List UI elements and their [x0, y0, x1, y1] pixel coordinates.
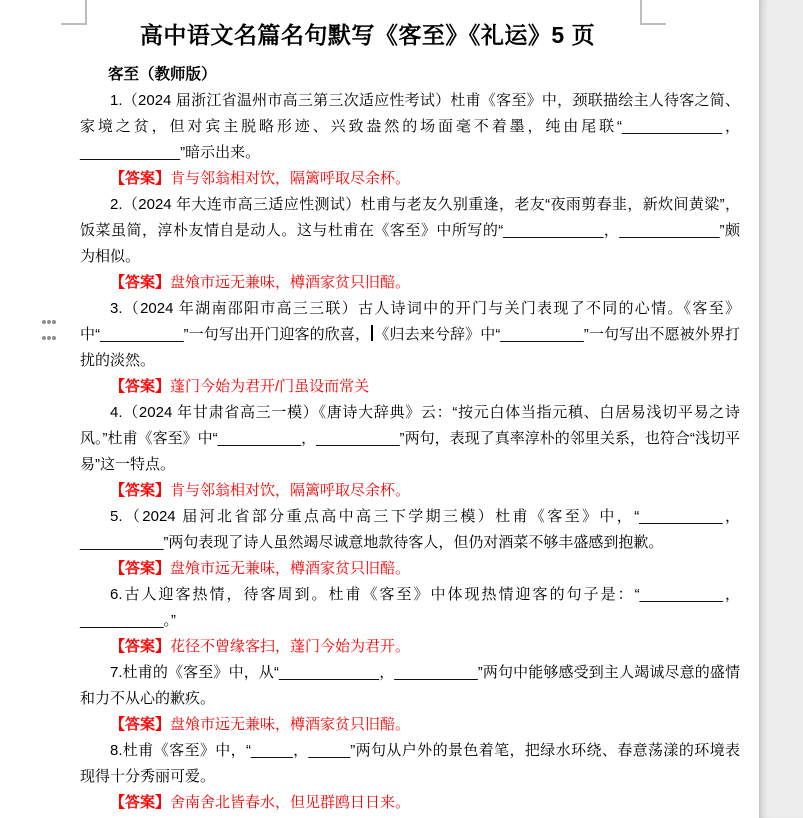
answer-2[interactable]: [80, 270, 740, 296]
section-heading[interactable]: 客至（教师版）: [108, 66, 217, 83]
answer-4[interactable]: [80, 478, 740, 504]
answer-7[interactable]: [80, 712, 740, 738]
paragraph-drag-handle-icon[interactable]: [42, 320, 56, 340]
answer-text: 花径不曾缘客扫，蓬门今始为君开。: [170, 638, 411, 655]
answer-text: 盘飧市远无兼味，樽酒家贫只旧醅。: [170, 560, 411, 577]
document-page: [80, 0, 740, 816]
answer-text: 盘飧市远无兼味，樽酒家贫只旧醅。: [170, 716, 411, 733]
answer-label: 【答案】: [110, 794, 171, 811]
editor-canvas-background: [759, 0, 803, 818]
answer-8[interactable]: [80, 790, 740, 816]
question-1[interactable]: 1.（2024 届浙江省温州市高三第三次适应性考试）杜甫《客至》中，颈联描绘主人待客之简、家境之贫，但对宾主脱略形迹、兴致盎然的场面毫不着墨，纯由尾联“____________，____________”暗示出来。: [80, 92, 740, 161]
answer-label: 【答案】: [110, 378, 171, 395]
answer-label: 【答案】: [110, 482, 171, 499]
answer-3[interactable]: [80, 374, 740, 400]
answer-text: 肯与邻翁相对饮，隔篱呼取尽余杯。: [170, 170, 411, 187]
answer-text: 舍南舍北皆春水，但见群鸥日日来。: [170, 794, 411, 811]
answer-label: 【答案】: [110, 716, 171, 733]
answer-label: 【答案】: [110, 274, 171, 291]
answer-label: 【答案】: [110, 170, 171, 187]
question-text: 3.（2024 年湖南邵阳市高三三联）古人诗词中的开门与关门表现了不同的心情。《客至》中“__________”一句写出开门迎客的欣喜，: [80, 300, 740, 343]
text-cursor: [371, 325, 373, 341]
answer-text: 肯与邻翁相对饮，隔篱呼取尽余杯。: [170, 482, 411, 499]
document-title[interactable]: 高中语文名篇名句默写《客至》《礼运》5 页: [139, 22, 596, 48]
question-6[interactable]: 6.古人迎客热情，待客周到。杜甫《客至》中体现热情迎客的句子是：“__________，__________。”: [80, 586, 740, 629]
answer-label: 【答案】: [110, 560, 171, 577]
question-8[interactable]: 8.杜甫《客至》中，“_____，_____”两句从户外的景色着笔，把绿水环绕、春意荡漾的环境表现得十分秀丽可爱。: [80, 742, 740, 785]
answer-6[interactable]: [80, 634, 740, 660]
question-4[interactable]: 4.（2024 年甘肃省高三一模）《唐诗大辞典》云：“按元白体当指元稹、白居易浅切平易之诗风。”杜甫《客至》中“__________，__________”两句，表现了真率淳朴的邻里关系，也符合“浅切平易”这一特点。: [80, 404, 740, 473]
answer-text: 蓬门今始为君开/门虽设而常关: [170, 378, 370, 395]
question-7[interactable]: 7.杜甫的《客至》中，从“____________，__________”两句中能够感受到主人竭诚尽意的盛情和力不从心的歉疚。: [80, 664, 740, 707]
answer-1[interactable]: [80, 166, 740, 192]
answer-5[interactable]: [80, 556, 740, 582]
question-text: 《归去来兮辞》中“__________”一句写出不愿被外界打扰的淡然。: [80, 326, 740, 369]
question-5[interactable]: 5.（2024 届河北省部分重点高中高三下学期三模）杜甫《客至》中，“__________，__________”两句表现了诗人虽然竭尽诚意地款待客人，但仍对酒菜不够丰盛感到抱歉。: [80, 508, 740, 551]
question-2[interactable]: 2.（2024 年大连市高三适应性测试）杜甫与老友久别重逢，老友“夜雨剪春韭，新炊间黄粱”，饭菜虽简，淳朴友情自是动人。这与杜甫在《客至》中所写的“____________，____________”颇为相似。: [80, 196, 740, 265]
question-3[interactable]: [80, 296, 740, 374]
answer-text: 盘飧市远无兼味，樽酒家贫只旧醅。: [170, 274, 411, 291]
answer-label: 【答案】: [110, 638, 171, 655]
